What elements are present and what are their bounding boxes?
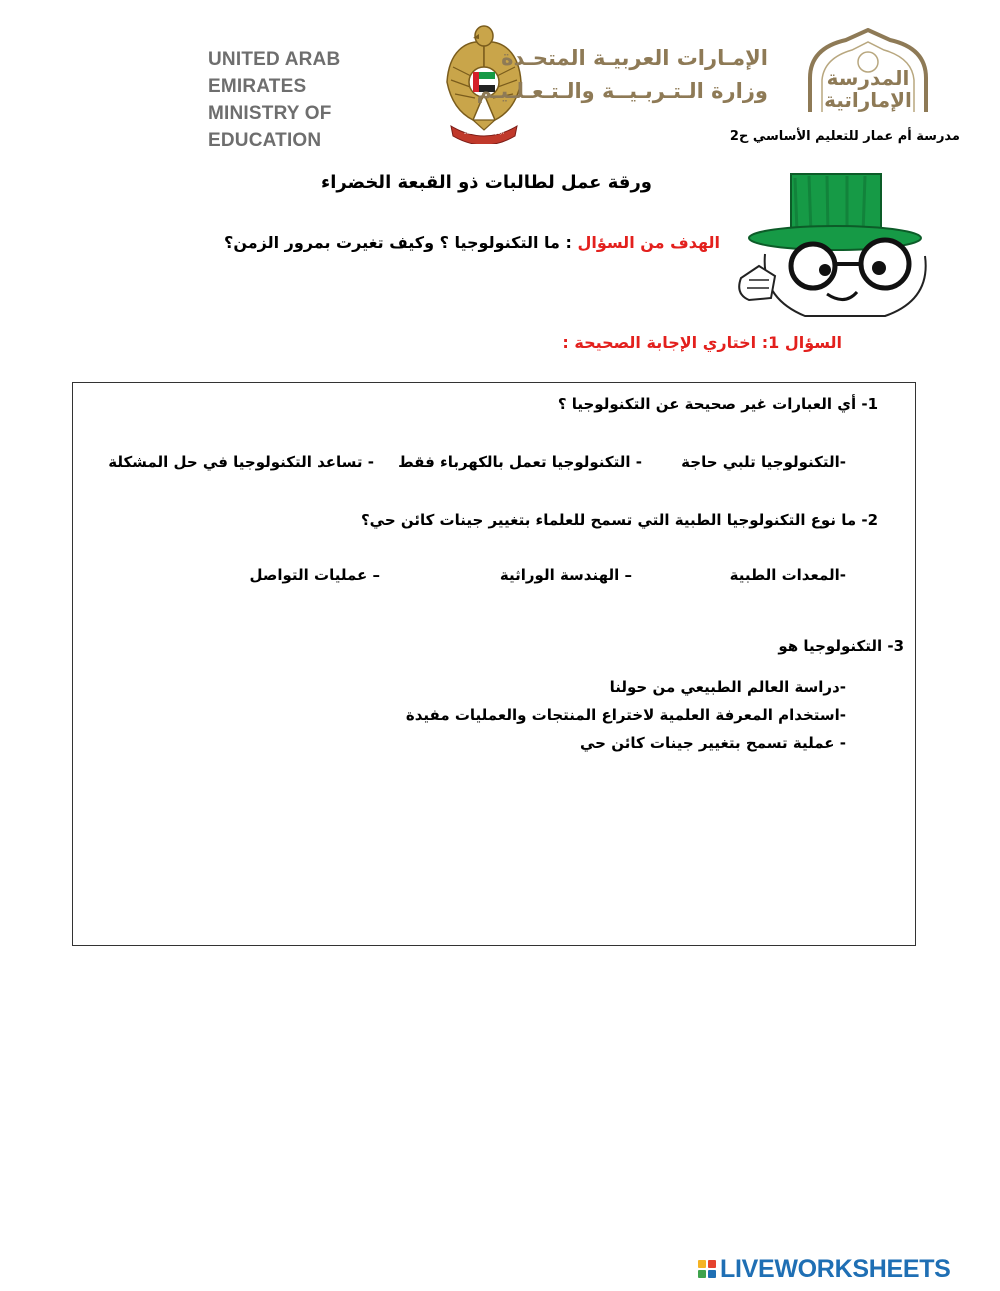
q3-option-3[interactable]: - عملية تسمح بتغيير جينات كائن حي <box>579 734 846 752</box>
q2-option-3[interactable]: – عمليات التواصل <box>249 566 380 584</box>
question-1-heading: السؤال 1: اختاري الإجابة الصحيحة : <box>562 333 842 352</box>
goal-label: الهدف من السؤال <box>577 233 720 252</box>
ministry-header-english <box>208 46 438 154</box>
liveworksheets-blocks-icon <box>698 1260 716 1278</box>
question-3-stem: 3- التكنولوجيا هو <box>778 637 904 655</box>
q3-option-2[interactable]: -استخدام المعرفة العلمية لاختراع المنتجات والعمليات مفيدة <box>405 706 846 724</box>
question-2-stem: 2- ما نوع التكنولوجيا الطبية التي تسمح للعلماء بتغيير جينات كائن حي؟ <box>360 511 878 529</box>
ministry-name-en: MINISTRY OF EDUCATION <box>208 103 332 151</box>
q3-option-1[interactable]: -دراسة العالم الطبيعي من حولنا <box>609 678 846 696</box>
school-name: مدرسة أم عمار للتعليم الأساسي ح2 <box>729 129 960 144</box>
q2-option-1[interactable]: -المعدات الطبية <box>729 566 846 584</box>
emirati-school-logo <box>806 28 930 114</box>
liveworksheets-logo[interactable] <box>698 1254 951 1284</box>
emblem-banner-text: الإمارات العربية المتحدة <box>464 130 504 135</box>
school-logo-line1: المدرسة <box>826 66 910 90</box>
q1-option-3[interactable]: - تساعد التكنولوجيا في حل المشكلة <box>108 453 374 471</box>
q2-option-2[interactable]: – الهندسة الوراثية <box>499 566 632 584</box>
ministry-header-arabic <box>476 42 768 108</box>
school-logo-line2: الإماراتية <box>824 88 912 112</box>
country-name-en: UNITED ARAB EMIRATES <box>208 49 341 97</box>
liveworksheets-brand: LIVEWORKSHEETS <box>720 1254 951 1283</box>
q1-option-2[interactable]: - التكنولوجيا تعمل بالكهرباء فقط <box>398 453 642 471</box>
question-goal <box>224 233 720 252</box>
q1-option-1[interactable]: -التكنولوجيا تلبي حاجة <box>681 453 846 471</box>
goal-text: : ما التكنولوجيا ؟ وكيف تغيرت بمرور الزمن؟ <box>224 233 578 252</box>
worksheet-title: ورقة عمل لطالبات ذو القبعة الخضراء <box>321 172 652 193</box>
green-hat-character-icon <box>735 168 940 320</box>
question-1-stem: 1- أي العبارات غير صحيحة عن التكنولوجيا ؟ <box>557 395 878 413</box>
ministry-name-ar: وزارة الـتـربـيــة والـتـعـلـيـم <box>476 79 768 103</box>
country-name-ar: الإمـارات العربيـة المتحـدة <box>501 46 768 70</box>
